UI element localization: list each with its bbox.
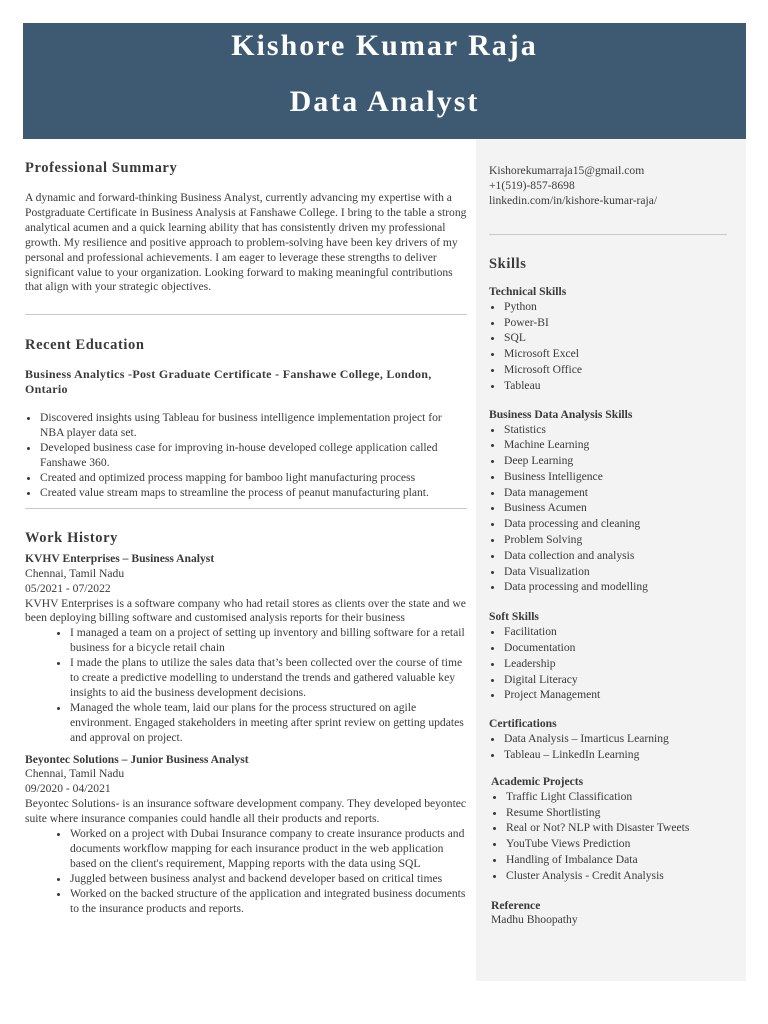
- resume-header: [23, 23, 746, 139]
- job-description: KVHV Enterprises is a software company who had retail stores as clients over the state and we been deploying billing software and customised analysis reports for their business: [25, 596, 466, 625]
- skill-group-title: Business Data Analysis Skills: [489, 407, 633, 421]
- skills-heading: Skills: [489, 255, 527, 272]
- list-item: • Business Intelligence: [504, 469, 729, 485]
- divider: [25, 508, 467, 509]
- list-item: • Machine Learning: [504, 437, 729, 453]
- candidate-title: Data Analyst: [289, 85, 480, 118]
- skill-group-title: Certifications: [489, 717, 557, 731]
- list-item: • Digital Literacy: [504, 672, 729, 688]
- list-item: • Real or Not? NLP with Disaster Tweets: [506, 820, 729, 836]
- job-dates: 05/2021 - 07/2022: [25, 581, 111, 595]
- list-item: • Microsoft Excel: [504, 346, 729, 362]
- education-program: Business Analytics -Post Graduate Certificate - Fanshawe College, London, Ontario: [25, 367, 432, 397]
- list-item: • Data management: [504, 485, 729, 501]
- contact-email: Kishorekumarraja15@gmail.com: [489, 164, 645, 177]
- skill-group-certifications: [489, 716, 729, 763]
- list-item: • Microsoft Office: [504, 362, 729, 378]
- list-item: • Problem Solving: [504, 532, 729, 548]
- list-item: • Data Visualization: [504, 564, 729, 580]
- list-item: • Traffic Light Classification: [506, 789, 729, 805]
- list-item: • Power-BI: [504, 315, 729, 331]
- reference-heading: Reference: [491, 898, 541, 912]
- list-item: • Data collection and analysis: [504, 548, 729, 564]
- list-item: • Leadership: [504, 656, 729, 672]
- skill-group-title: Soft Skills: [489, 610, 539, 624]
- job-bullets: [25, 626, 467, 745]
- list-item: • Developed business case for improving in-house developed college application called Fanshawe 360.: [40, 441, 467, 471]
- skill-group-projects: [489, 774, 729, 884]
- skill-group-soft: [489, 609, 729, 703]
- divider: [25, 314, 467, 315]
- contact-phone: +1(519)-857-8698: [489, 178, 575, 192]
- summary-heading: Professional Summary: [25, 160, 178, 176]
- list-item: • Facilitation: [504, 624, 729, 640]
- list-item: • I made the plans to utilize the sales data that’s been collected over the course of time to create a predictive modelling to understand the trends and gathered valuable key insights to aid the business development decisions.: [70, 656, 467, 701]
- list-item: • Business Acumen: [504, 500, 729, 516]
- job-entry: [25, 753, 467, 917]
- job-location: Chennai, Tamil Nadu: [25, 566, 125, 580]
- list-item: • Deep Learning: [504, 453, 729, 469]
- skill-group-technical: [489, 284, 729, 394]
- list-item: • Handling of Imbalance Data: [506, 852, 729, 868]
- list-item: • Worked on a project with Dubai Insurance company to create insurance products and documents workflow mapping for each insurance product in the web application based on the client's requirement, Mapping reports with the data using SQL: [70, 827, 467, 872]
- skill-group-business: [489, 407, 729, 596]
- list-item: • Documentation: [504, 640, 729, 656]
- list-item: • Worked on the backed structure of the application and integrated business documents to the insurance products and reports.: [70, 887, 467, 917]
- summary-text: A dynamic and forward-thinking Business Analyst, currently advancing my expertise with a Postgraduate Certificate in Business Analysis at Fanshawe College. I bring to the table a strong analytical acumen and a quick learning ability that has consistently driven my professional growth. My resilience and positive approach to problem-solving have been key drivers of my personal and professional achievements. I am eager to leverage these strengths to deliver significant value to your organization. Looking forward to making meaningful contributions that align with your strategic objectives.: [25, 191, 467, 294]
- list-item: • Cluster Analysis - Credit Analysis: [506, 868, 729, 884]
- list-item: • YouTube Views Prediction: [506, 836, 729, 852]
- list-item: • Managed the whole team, laid our plans for the process structured on agile environment. Engaged stakeholders in meeting after sprint review on getting updates and approval on project.: [70, 701, 467, 746]
- contact-linkedin: linkedin.com/in/kishore-kumar-raja/: [489, 193, 658, 207]
- skill-group-title: Technical Skills: [489, 284, 567, 298]
- job-title: KVHV Enterprises – Business Analyst: [25, 551, 215, 565]
- candidate-name: Kishore Kumar Raja: [231, 29, 538, 62]
- reference-section: [489, 898, 729, 928]
- job-entry: [25, 552, 467, 746]
- main-column: [25, 158, 467, 917]
- list-item: • Statistics: [504, 422, 729, 438]
- list-item: • Discovered insights using Tableau for business intelligence implementation project for NBA player data set.: [40, 411, 467, 441]
- list-item: • Created and optimized process mapping for bamboo light manufacturing process: [40, 471, 467, 486]
- list-item: • Tableau: [504, 378, 729, 394]
- list-item: • Created value stream maps to streamline the process of peanut manufacturing plant.: [40, 486, 467, 501]
- work-heading: Work History: [25, 529, 118, 546]
- list-item: • Juggled between business analyst and backend developer based on critical times: [70, 872, 467, 887]
- skill-group-title: Academic Projects: [491, 774, 584, 788]
- job-dates: 09/2020 - 04/2021: [25, 782, 111, 796]
- list-item: • Data processing and cleaning: [504, 516, 729, 532]
- job-location: Chennai, Tamil Nadu: [25, 767, 125, 781]
- job-title: Beyontec Solutions – Junior Business Analyst: [25, 752, 249, 766]
- job-bullets: [25, 827, 467, 916]
- list-item: • I managed a team on a project of setting up inventory and billing software for a retail business for a bicycle retail chain: [70, 626, 467, 656]
- list-item: • Project Management: [504, 687, 729, 703]
- list-item: • Python: [504, 299, 729, 315]
- education-heading: Recent Education: [25, 337, 145, 354]
- reference-name: Madhu Bhoopathy: [491, 912, 578, 926]
- education-list: [25, 411, 467, 500]
- job-description: Beyontec Solutions- is an insurance software development company. They developed beyontec suite where insurance companies could handle all their products and reports.: [25, 797, 467, 826]
- list-item: • Data Analysis – Imarticus Learning: [504, 731, 729, 747]
- divider: [489, 234, 727, 235]
- list-item: • SQL: [504, 330, 729, 346]
- sidebar-column: [489, 164, 729, 928]
- list-item: • Tableau – LinkedIn Learning: [504, 747, 729, 763]
- list-item: • Data processing and modelling: [504, 579, 729, 595]
- list-item: • Resume Shortlisting: [506, 805, 729, 821]
